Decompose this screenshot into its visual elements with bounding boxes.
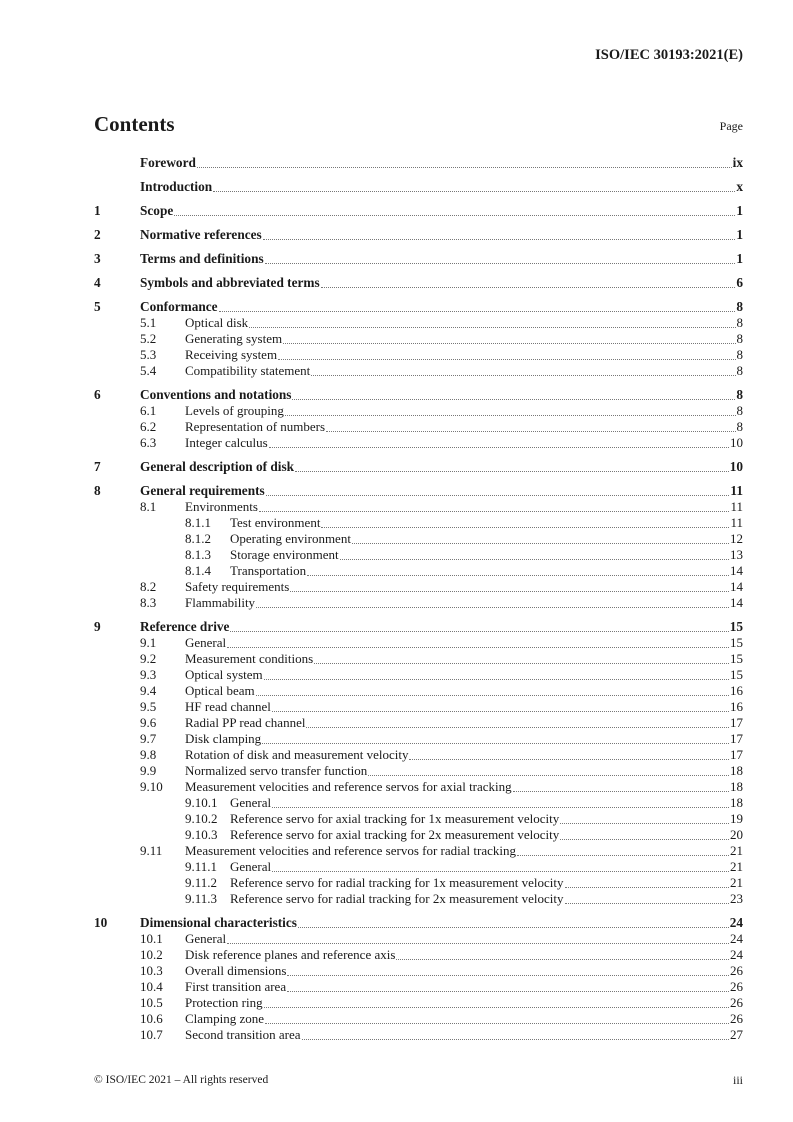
toc-entry-number: 9.7 [140,731,157,746]
toc-entry-page: 17 [730,715,743,730]
dot-leader [290,590,729,592]
toc-entry[interactable] [94,179,743,195]
toc-entry[interactable] [94,843,743,859]
toc-entry[interactable] [94,531,743,547]
toc-entry-title: General [230,795,272,810]
toc-entry[interactable] [94,635,743,651]
toc-entry-page: 17 [730,731,743,746]
toc-entry-number: 9.3 [140,667,157,682]
toc-entry-number: 3 [94,251,101,266]
toc-entry-number: 5.4 [140,363,157,378]
toc-entry-page: 18 [730,779,743,794]
toc-entry-title: HF read channel [185,699,271,714]
toc-entry-page: 8 [736,347,743,362]
toc-entry-page: 14 [730,579,743,594]
toc-entry[interactable] [94,347,743,363]
toc-entry[interactable] [94,1011,743,1027]
toc-entry-title: Foreword [140,155,196,170]
toc-entry-number: 9.5 [140,699,157,714]
toc-entry-number: 1 [94,203,101,218]
dot-leader [396,958,729,960]
toc-entry[interactable] [94,227,743,243]
toc-entry-number: 9.11.2 [185,875,218,890]
toc-entry-page: 10 [729,459,743,474]
document-id-header: ISO/IEC 30193:2021(E) [595,47,743,63]
toc-entry[interactable] [94,763,743,779]
toc-entry-number: 5.1 [140,315,157,330]
dot-leader [266,494,730,496]
toc-entry-number: 2 [94,227,101,242]
toc-entry-page: 15 [730,635,743,650]
toc-entry-page: 1 [736,251,743,266]
toc-entry-title: General [185,931,227,946]
toc-entry[interactable] [94,683,743,699]
toc-entry-number: 9.2 [140,651,157,666]
dot-leader [264,678,729,680]
dot-leader [298,926,729,928]
dot-leader [174,214,735,216]
dot-leader [219,310,736,312]
dot-leader [560,838,729,840]
toc-entry[interactable] [94,651,743,667]
toc-entry-page: 19 [730,811,743,826]
toc-entry-title: Overall dimensions [185,963,287,978]
dot-leader [368,774,729,776]
toc-entry-page: 20 [730,827,743,842]
toc-entry-title: Protection ring [185,995,263,1010]
toc-entry-page: 1 [736,227,743,242]
toc-entry-number: 9.6 [140,715,157,730]
toc-entry-page: 11 [730,483,743,498]
toc-entry[interactable] [94,275,743,291]
dot-leader [565,886,729,888]
toc-entry[interactable] [94,515,743,531]
toc-entry-number: 4 [94,275,101,290]
toc-entry[interactable] [94,915,743,931]
dot-leader [321,526,729,528]
dot-leader [285,414,736,416]
dot-leader [269,446,729,448]
toc-entry-number: 8.1.4 [185,563,211,578]
toc-entry[interactable] [94,699,743,715]
toc-entry-title: Disk reference planes and reference axis [185,947,396,962]
toc-entry[interactable] [94,483,743,499]
toc-entry-number: 8.1 [140,499,157,514]
toc-entry[interactable] [94,875,743,891]
toc-entry-number: 6.2 [140,419,157,434]
toc-entry-number: 9.10.3 [185,827,218,842]
toc-entry-page: 18 [730,795,743,810]
toc-entry-number: 8.2 [140,579,157,594]
toc-entry-number: 5.2 [140,331,157,346]
toc-entry-title: First transition area [185,979,287,994]
toc-entry-title: Operating environment [230,531,351,546]
toc-entry-page: 12 [730,531,743,546]
dot-leader [262,742,729,744]
toc-entry[interactable] [94,995,743,1011]
toc-entry-number: 9.8 [140,747,157,762]
toc-entry[interactable] [94,459,743,475]
toc-entry[interactable] [94,155,743,171]
dot-leader [311,374,735,376]
toc-entry-title: Generating system [185,331,283,346]
toc-entry-number: 6.3 [140,435,157,450]
dot-leader [264,1006,729,1008]
toc-entry-number: 9.1 [140,635,157,650]
toc-entry[interactable] [94,387,743,403]
toc-entry-page: 18 [730,763,743,778]
toc-entry-number: 9.9 [140,763,157,778]
toc-entry-page: 16 [730,699,743,714]
toc-entry-number: 10 [94,915,108,930]
toc-entry-title: Receiving system [185,347,278,362]
toc-entry-title: Second transition area [185,1027,301,1042]
toc-entry-title: Terms and definitions [140,251,264,266]
toc-entry-number: 10.2 [140,947,163,962]
toc-entry[interactable] [94,947,743,963]
dot-leader [256,694,729,696]
dot-leader [292,398,735,400]
toc-entry-page: 8 [736,403,743,418]
toc-entry-title: Dimensional characteristics [140,915,297,930]
toc-entry-number: 9.10.2 [185,811,218,826]
dot-leader [213,190,735,192]
toc-entry[interactable] [94,251,743,267]
toc-entry-page: x [736,179,743,194]
toc-entry-page: 11 [730,499,743,514]
toc-entry[interactable] [94,779,743,795]
toc-entry-title: Test environment [230,515,321,530]
toc-entry-title: Normative references [140,227,262,242]
toc-entry-page: 21 [730,859,743,874]
toc-entry[interactable] [94,963,743,979]
toc-entry-title: Environments [185,499,258,514]
toc-entry-page: 24 [730,947,743,962]
page-column-label: Page [719,119,743,133]
toc-entry-number: 5 [94,299,101,314]
toc-entry-title: Symbols and abbreviated terms [140,275,320,290]
toc-entry-title: Transportation [230,563,307,578]
toc-entry-title: Storage environment [230,547,339,562]
toc-entry-page: 17 [730,747,743,762]
toc-entry-number: 10.3 [140,963,163,978]
toc-entry[interactable] [94,203,743,219]
toc-entry-page: 24 [729,915,743,930]
toc-entry-title: Safety requirements [185,579,290,594]
toc-entry-title: Disk clamping [185,731,262,746]
toc-entry-page: 14 [730,595,743,610]
toc-entry-number: 9.11 [140,843,163,858]
dot-leader [409,758,729,760]
dot-leader [307,574,729,576]
toc-entry-page: 14 [730,563,743,578]
dot-leader [272,806,729,808]
toc-entry-title: Scope [140,203,174,218]
dot-leader [272,870,729,872]
toc-entry-page: 26 [730,995,743,1010]
toc-entry-title: Measurement velocities and reference servos for axial tracking [185,779,512,794]
toc-entry-page: 15 [730,651,743,666]
toc-entry-title: Flammability [185,595,256,610]
toc-entry-page: 26 [730,979,743,994]
toc-entry-page: 13 [730,547,743,562]
dot-leader [272,710,729,712]
toc-entry[interactable] [94,747,743,763]
dot-leader [314,662,729,664]
toc-entry-number: 8.1.2 [185,531,211,546]
dot-leader [513,790,729,792]
toc-entry[interactable] [94,827,743,843]
toc-entry-number: 8.1.1 [185,515,211,530]
dot-leader [259,510,730,512]
dot-leader [287,974,729,976]
toc-entry-title: Representation of numbers [185,419,326,434]
dot-leader [295,470,729,472]
toc-entry-page: 8 [736,387,743,402]
toc-entry-number: 8 [94,483,101,498]
dot-leader [227,942,729,944]
toc-entry-title: Compatibility statement [185,363,311,378]
toc-entry-page: 1 [736,203,743,218]
toc-entry-number: 10.1 [140,931,163,946]
toc-entry-page: 21 [730,875,743,890]
toc-entry-number: 10.5 [140,995,163,1010]
toc-entry-number: 6.1 [140,403,157,418]
toc-entry[interactable] [94,667,743,683]
toc-entry-page: 26 [730,963,743,978]
toc-entry-title: Clamping zone [185,1011,265,1026]
toc-entry[interactable] [94,859,743,875]
toc-entry[interactable] [94,715,743,731]
toc-entry[interactable] [94,499,743,515]
toc-entry-title: General requirements [140,483,265,498]
toc-entry-title: Optical system [185,667,263,682]
toc-entry-page: 15 [730,667,743,682]
toc-entry-number: 10.4 [140,979,163,994]
toc-entry-number: 9.11.1 [185,859,218,874]
dot-leader [352,542,729,544]
toc-entry[interactable] [94,595,743,611]
dot-leader [565,902,729,904]
dot-leader [340,558,729,560]
dot-leader [249,326,735,328]
dot-leader [230,630,728,632]
dot-leader [321,286,736,288]
toc-entry-title: Rotation of disk and measurement velocity [185,747,409,762]
dot-leader [197,166,732,168]
toc-entry-title: Reference servo for axial tracking for 2x measurement velocity [230,827,560,842]
toc-entry-page: 10 [730,435,743,450]
dot-leader [287,990,729,992]
table-of-contents [94,155,743,1043]
toc-entry-title: Normalized servo transfer function [185,763,368,778]
toc-entry[interactable] [94,811,743,827]
toc-entry-number: 10.6 [140,1011,163,1026]
toc-entry-page: 11 [730,515,743,530]
toc-entry[interactable] [94,931,743,947]
toc-entry-number: 9 [94,619,101,634]
dot-leader [265,262,736,264]
copyright-footer: © ISO/IEC 2021 – All rights reserved [94,1074,269,1086]
toc-entry[interactable] [94,979,743,995]
toc-entry-title: General description of disk [140,459,295,474]
toc-entry-page: 24 [730,931,743,946]
toc-entry[interactable] [94,1027,743,1043]
toc-entry-number: 9.11.3 [185,891,218,906]
dot-leader [283,342,735,344]
toc-entry-title: Conformance [140,299,218,314]
toc-entry-title: Optical disk [185,315,249,330]
toc-entry-number: 5.3 [140,347,157,362]
toc-entry[interactable] [94,331,743,347]
toc-entry-title: Reference servo for radial tracking for 1x measurement velocity [230,875,564,890]
dot-leader [560,822,729,824]
contents-title: Contents [94,112,175,136]
dot-leader [302,1038,729,1040]
toc-entry-title: General [185,635,227,650]
toc-entry-title: Radial PP read channel [185,715,306,730]
toc-entry[interactable] [94,315,743,331]
toc-entry-page: 8 [736,363,743,378]
toc-entry-page: 15 [729,619,743,634]
toc-entry-page: 26 [730,1011,743,1026]
dot-leader [256,606,729,608]
toc-entry-title: Introduction [140,179,213,194]
toc-entry-number: 8.1.3 [185,547,211,562]
dot-leader [265,1022,729,1024]
toc-entry-page: 27 [730,1027,743,1042]
toc-entry-number: 9.10.1 [185,795,218,810]
toc-entry-title: Measurement conditions [185,651,314,666]
toc-entry-number: 9.4 [140,683,157,698]
toc-entry-title: Levels of grouping [185,403,284,418]
toc-entry-title: Reference drive [140,619,230,634]
dot-leader [263,238,736,240]
toc-entry-title: Integer calculus [185,435,268,450]
toc-entry[interactable] [94,619,743,635]
toc-entry-title: Reference servo for axial tracking for 1x measurement velocity [230,811,560,826]
toc-entry[interactable] [94,731,743,747]
toc-entry-page: 8 [736,331,743,346]
dot-leader [306,726,729,728]
toc-entry[interactable] [94,363,743,379]
toc-entry-title: Conventions and notations [140,387,292,402]
toc-entry[interactable] [94,579,743,595]
toc-entry-title: General [230,859,272,874]
toc-entry-title: Measurement velocities and reference servos for radial tracking [185,843,516,858]
toc-entry-title: Optical beam [185,683,255,698]
toc-entry-page: 16 [730,683,743,698]
toc-entry[interactable] [94,435,743,451]
toc-entry-page: 23 [730,891,743,906]
toc-entry[interactable] [94,891,743,907]
toc-entry-page: 6 [736,275,743,290]
dot-leader [227,646,729,648]
toc-entry-title: Reference servo for radial tracking for 2x measurement velocity [230,891,564,906]
toc-entry-number: 10.7 [140,1027,163,1042]
toc-entry[interactable] [94,419,743,435]
dot-leader [517,854,729,856]
toc-entry-page: ix [732,155,743,170]
toc-entry[interactable] [94,563,743,579]
toc-entry-number: 8.3 [140,595,157,610]
toc-entry-page: 8 [736,419,743,434]
toc-entry-page: 21 [730,843,743,858]
page-number: iii [732,1073,743,1087]
dot-leader [278,358,735,360]
toc-entry[interactable] [94,403,743,419]
toc-entry-page: 8 [736,315,743,330]
toc-entry-number: 9.10 [140,779,163,794]
toc-entry[interactable] [94,299,743,315]
toc-entry-page: 8 [736,299,743,314]
toc-entry-number: 7 [94,459,101,474]
toc-entry-number: 6 [94,387,101,402]
toc-entry[interactable] [94,795,743,811]
dot-leader [326,430,735,432]
toc-entry[interactable] [94,547,743,563]
